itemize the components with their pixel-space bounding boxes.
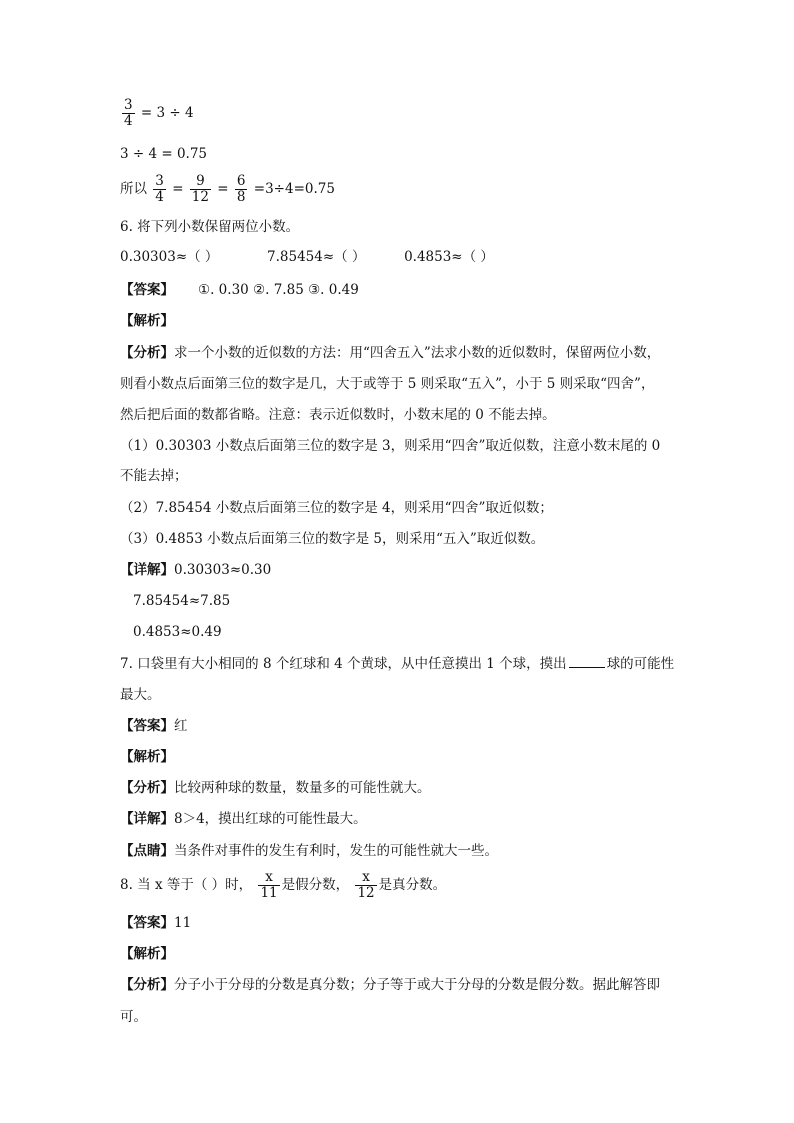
question-6-detail: 【详解】0.30303≈0.30 bbox=[120, 562, 272, 578]
question-6-point1-cont: 不能去掉； bbox=[120, 468, 188, 484]
question-7-text-cont: 最大。 bbox=[120, 687, 161, 703]
question-7-analysis: 【分析】比较两种球的数量，数量多的可能性就大。 bbox=[120, 780, 431, 796]
question-8-analysis-line2: 可。 bbox=[120, 1009, 147, 1025]
question-8-answer: 【答案】11 bbox=[120, 915, 192, 931]
question-6-text: 6. 将下列小数保留两位小数。 bbox=[120, 219, 300, 235]
question-7-comment: 【点睛】当条件对事件的发生有利时，发生的可能性就大一些。 bbox=[120, 843, 498, 859]
fraction: $\frac{x}{11}$ bbox=[260, 869, 278, 901]
fraction: $\frac{3}{4}$ bbox=[155, 173, 164, 205]
question-6-analysis-line1: 【分析】求一个小数的近似数的方法：用“四舍五入”法求小数的近似数时，保留两位小数， bbox=[120, 345, 661, 361]
question-7-answer: 【答案】红 bbox=[120, 718, 188, 734]
question-6-detail-3: 0.4853≈0.49 bbox=[133, 624, 222, 640]
fraction: $\frac{3}{4}$ bbox=[124, 97, 133, 129]
question-8-analysis-line1: 【分析】分子小于分母的分数是真分数；分子等于或大于分母的分数是假分数。据此解答即 bbox=[120, 977, 660, 993]
question-6-detail-2: 7.85454≈7.85 bbox=[133, 593, 231, 609]
answer-blank bbox=[569, 655, 605, 668]
question-8-jiexi: 【解析】 bbox=[120, 946, 174, 962]
equation-fraction-3-4: $\frac{3}{4}$ = 3 ÷ 4 bbox=[124, 97, 194, 129]
question-7-jiexi: 【解析】 bbox=[120, 749, 174, 765]
fraction: $\frac{x}{12}$ bbox=[357, 869, 375, 901]
fraction: $\frac{6}{8}$ bbox=[236, 173, 246, 205]
question-7-detail: 【详解】8＞4，摸出红球的可能性最大。 bbox=[120, 811, 367, 827]
question-6-point1: （1）0.30303 小数点后面第三位的数字是 3，则采用“四舍”取近似数，注意小数末尾的 0 bbox=[120, 438, 661, 454]
question-8-text: 8. 当 x 等于（ ）时， $\frac{x}{11}$ 是假分数， $\frac{x}{12}$ 是真分数。 bbox=[120, 869, 447, 901]
question-6-analysis-line3: 然后把后面的数都省略。注意：表示近似数时，小数末尾的 0 不能去掉。 bbox=[120, 407, 556, 423]
question-6-point2: （2）7.85454 小数点后面第三位的数字是 4，则采用“四舍”取近似数； bbox=[120, 500, 553, 516]
question-7-text: 7. 口袋里有大小相同的 8 个红球和 4 个黄球，从中任意摸出 1 个球，摸出 球的可能性 bbox=[120, 656, 675, 672]
equation-division: 3 ÷ 4 = 0.75 bbox=[120, 146, 208, 162]
equation-equivalent-fractions: 所以 $\frac{3}{4}$ = $\frac{9}{12}$ = $\frac{6}{8}$ =3÷4=0.75 bbox=[120, 173, 335, 205]
question-6-analysis-line2: 则看小数点后面第三位的数字是几，大于或等于 5 则采取“五入”，小于 5 则采取“四舍”， bbox=[120, 376, 655, 392]
fraction: $\frac{9}{12}$ bbox=[191, 173, 209, 205]
question-6-jiexi: 【解析】 bbox=[120, 313, 174, 329]
question-6-items: 0.30303≈（ ） 7.85454≈（ ） 0.4853≈（ ） bbox=[120, 249, 494, 265]
question-6-answer: 【答案】 ①. 0.30 ②. 7.85 ③. 0.49 bbox=[120, 282, 359, 298]
question-6-point3: （3）0.4853 小数点后面第三位的数字是 5，则采用“五入”取近似数。 bbox=[120, 531, 545, 547]
